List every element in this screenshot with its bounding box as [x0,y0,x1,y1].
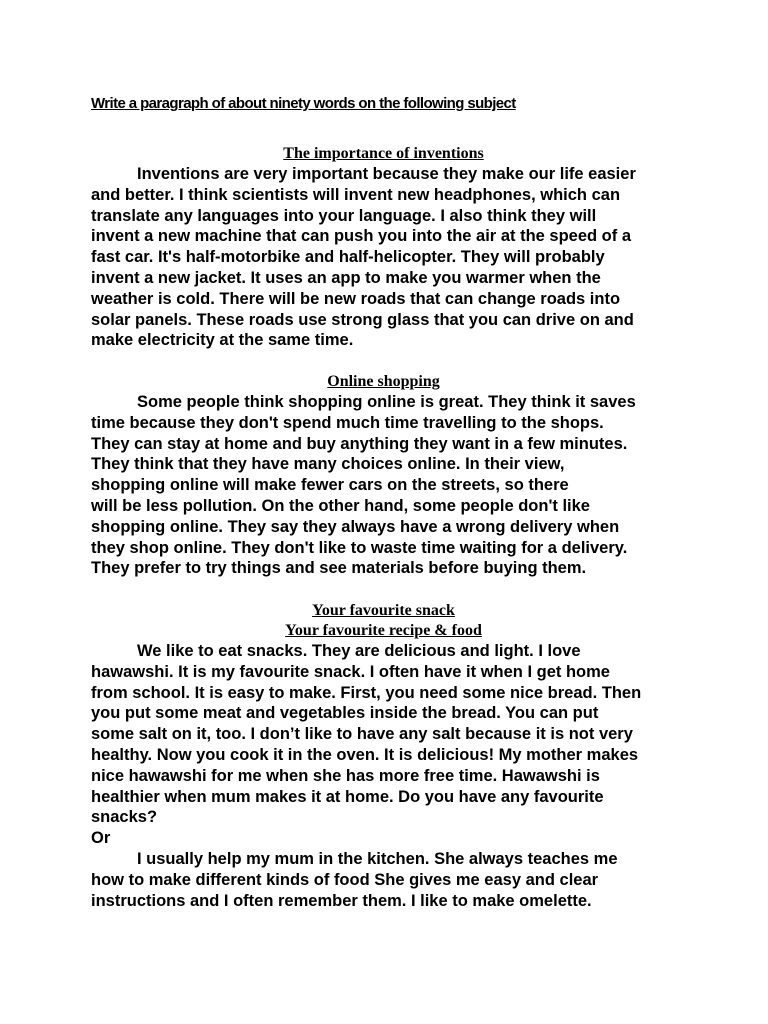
paragraph-line: shopping online. They say they always have a wrong delivery when [91,517,620,536]
paragraph-line: instructions and I often remember them. I like to make omelette. [91,891,592,910]
section-heading: The importance of inventions [283,145,484,162]
section-online-shopping [91,372,691,579]
paragraph-line: they shop online. They don't like to waste time waiting for a delivery. [91,538,628,557]
paragraph-line: They prefer to try things and see materials before buying them. [91,559,587,578]
paragraph-line: make electricity at the same time. [91,331,354,350]
paragraph-line: how to make different kinds of food She gives me easy and clear [91,870,599,889]
section-heading: Online shopping [327,373,440,390]
paragraph-line: weather is cold. There will be new roads that can change roads into [91,289,621,308]
paragraph-line: shopping online will make fewer cars on the streets, so there [91,476,569,495]
paragraph-line: healthy. Now you cook it in the oven. It is delicious! My mother makes [91,745,639,764]
paragraph-line: Or [91,829,111,848]
paragraph-line: Some people think shopping online is great. They think it saves [137,393,636,411]
paragraph-line: fast car. It's half-motorbike and half-helicopter. They will probably [91,248,605,267]
paragraph-line: They can stay at home and buy anything they want in a few minutes. [91,434,628,453]
paragraph-line: invent a new jacket. It uses an app to make you warmer when the [91,268,601,287]
section-subheading: Your favourite recipe & food [285,622,482,639]
paragraph-line: snacks? [91,808,158,827]
paragraph-line: invent a new machine that can push you into the air at the speed of a [91,227,632,246]
section-heading: Your favourite snack [312,602,455,619]
section-favourite-snack [91,601,691,911]
paragraph-line: solar panels. These roads use strong glass that you can drive on and [91,310,634,329]
paragraph-line: nice hawawshi for me when she has more free time. Hawawshi is [91,766,600,785]
paragraph-line: translate any languages into your language. I also think they will [91,206,597,225]
paragraph-line: time because they don't spend much time travelling to the shops. [91,413,604,432]
section-inventions [91,144,691,351]
paragraph-line: Inventions are very important because they make our life easier [137,165,636,183]
paragraph-line: We like to eat snacks. They are delicious and light. I love [137,642,581,660]
instruction-text: Write a paragraph of about ninety words on the following subject [91,95,516,112]
paragraph-line: hawawshi. It is my favourite snack. I often have it when I get home [91,662,610,681]
paragraph-line: They think that they have many choices online. In their view, [91,455,565,474]
paragraph-line: I usually help my mum in the kitchen. She always teaches me [137,849,618,868]
paragraph-line: you put some meat and vegetables inside the bread. You can put [91,704,599,723]
paragraph-line: will be less pollution. On the other hand, some people don't like [91,496,590,515]
paragraph-line: some salt on it, too. I don’t like to have any salt because it is not very [91,725,633,744]
paragraph-line: and better. I think scientists will invent new headphones, which can [91,185,621,204]
paragraph-line: healthier when mum makes it at home. Do you have any favourite [91,787,604,806]
paragraph-line: from school. It is easy to make. First, you need some nice bread. Then [91,683,642,702]
